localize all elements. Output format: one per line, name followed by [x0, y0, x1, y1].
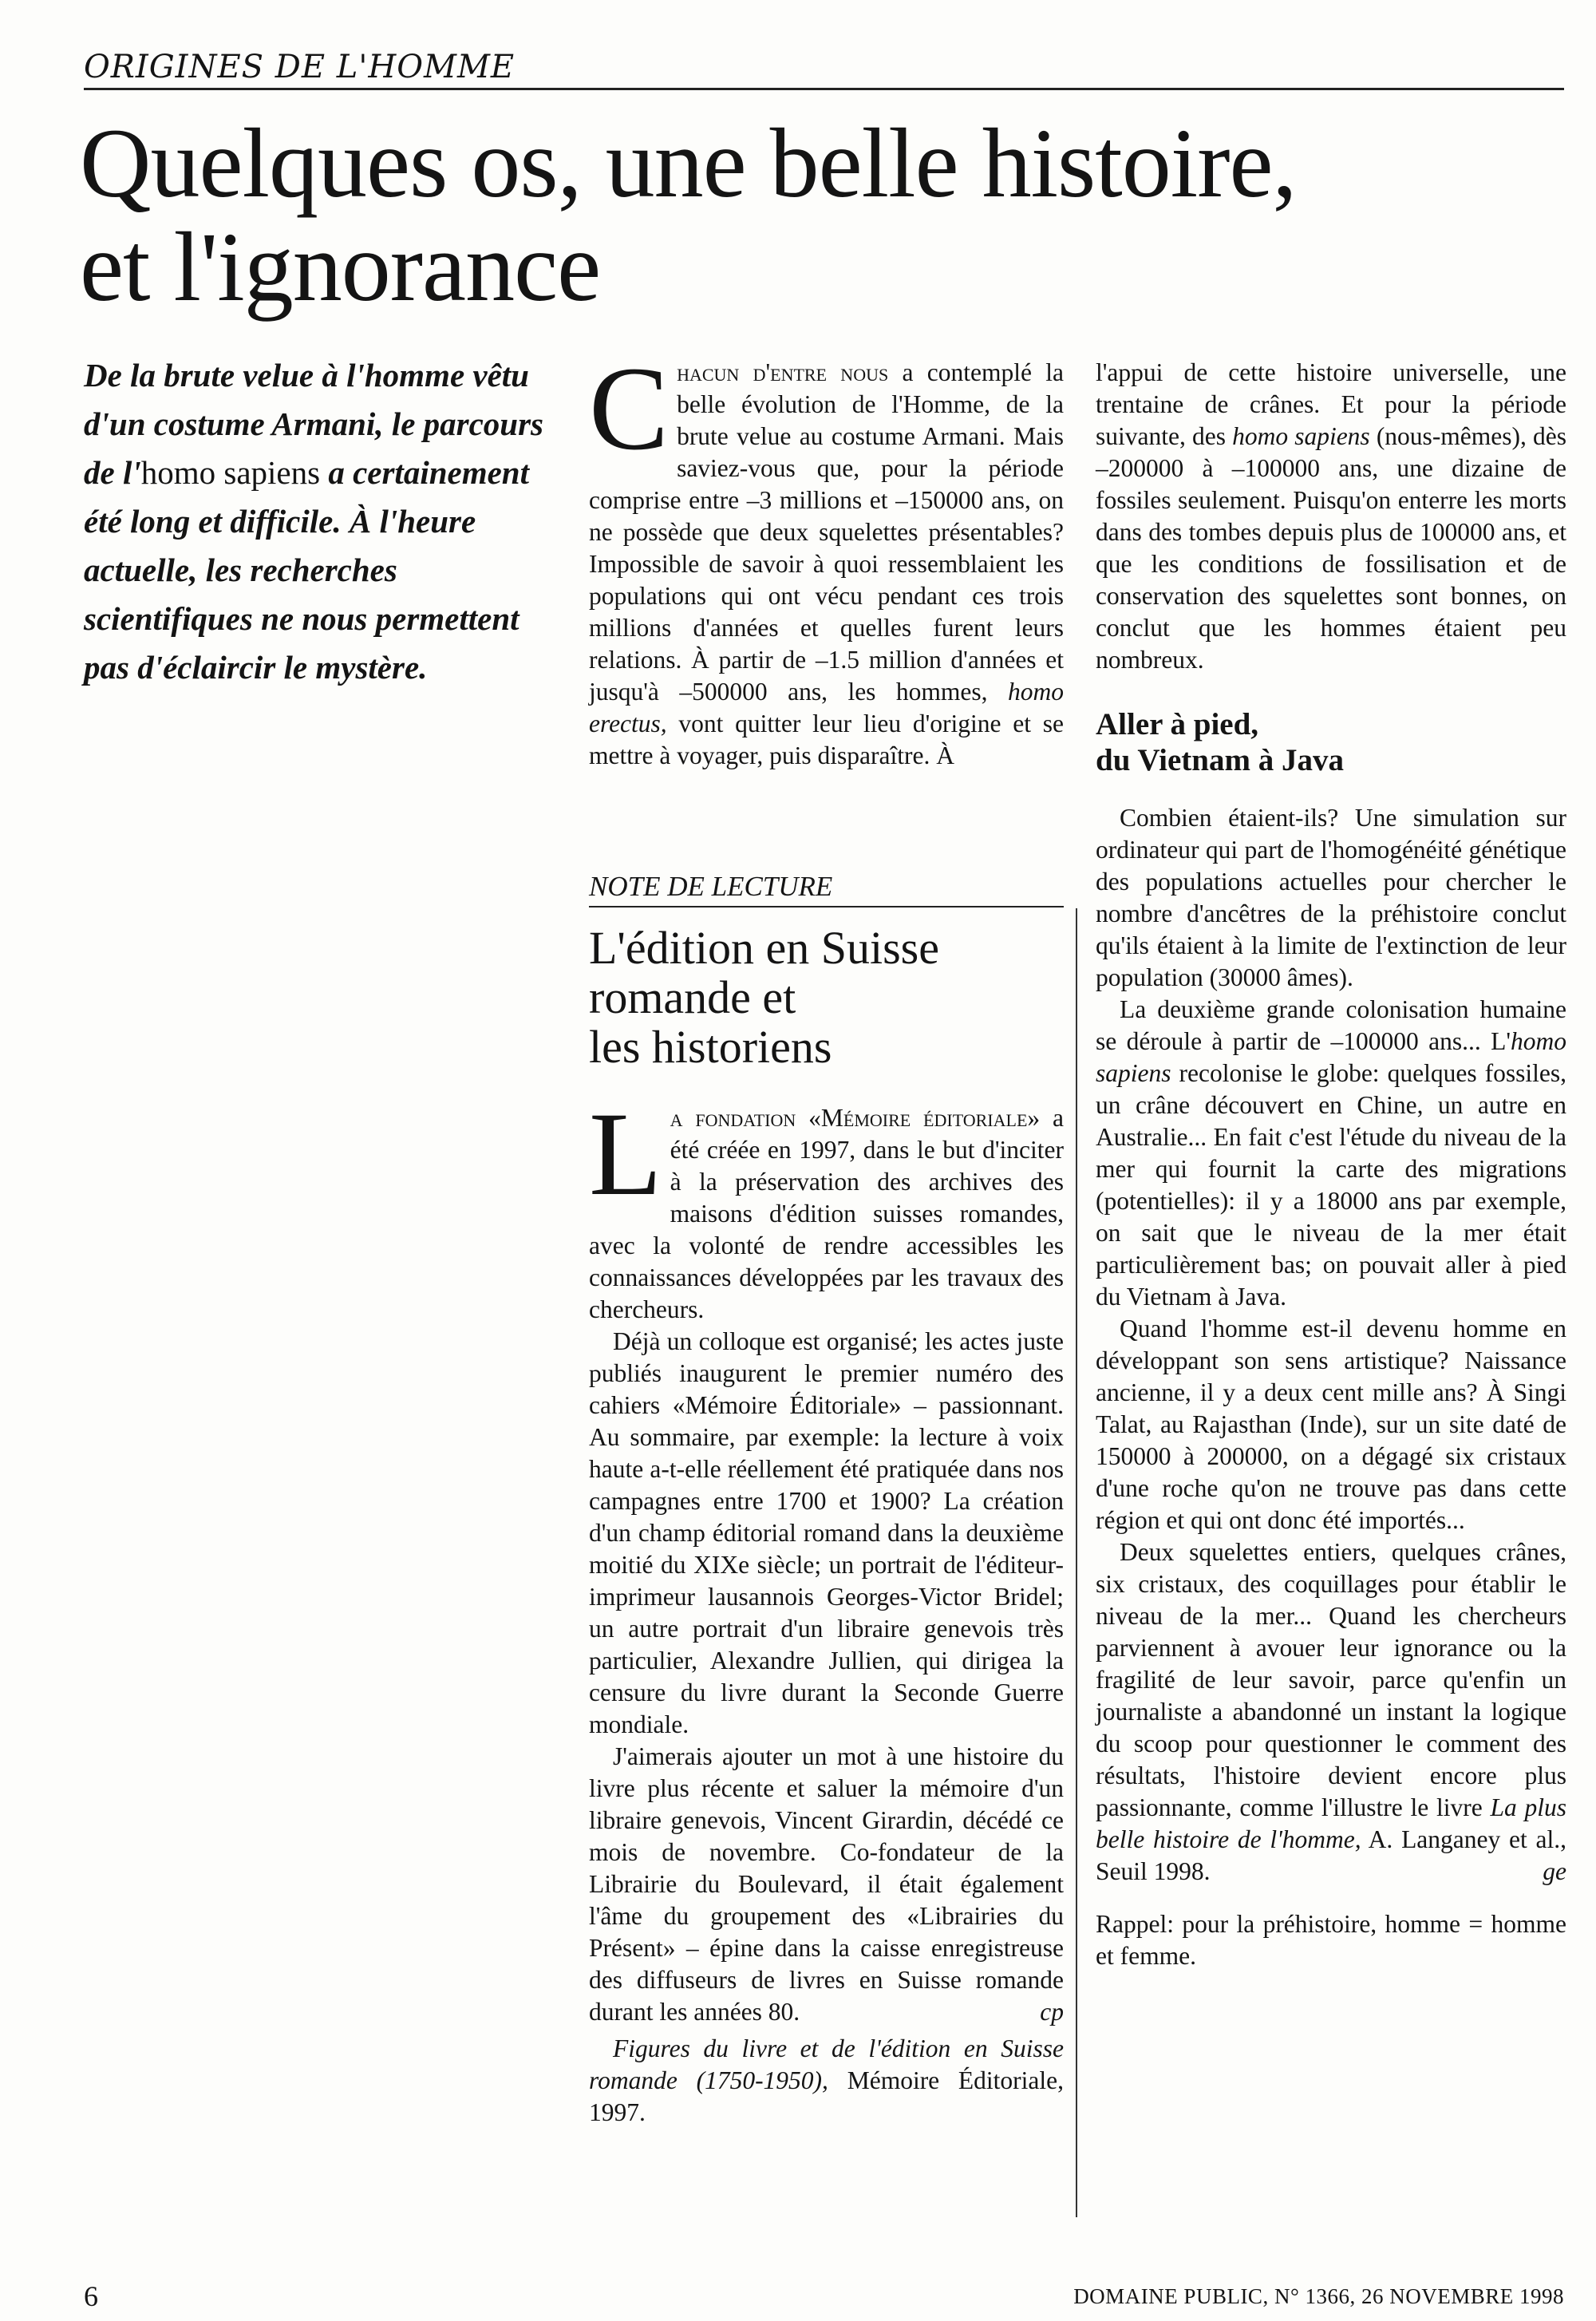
note-title — [589, 923, 1064, 1072]
main-p1-text: a contemplé la belle évolution de l'Homme, de la brute velue au costume Armani. Mais saviez-vous que, pour la période comprise entre –3 millions et –150000 ans, on ne possède que deux squelettes présentables? Impossible de savoir à quoi ressemblaient les populations qui ont vécu pendant ces trois millions d'années et quelles furent leurs relations. À partir de –1.5 million d'années et jusqu'à –500000 ans, les hommes, — [589, 358, 1064, 706]
article-intro — [84, 351, 563, 692]
page-number: 6 — [84, 2280, 98, 2312]
publication-footer: DOMAINE PUBLIC, N° 1366, 26 NOVEMBRE 1998 — [1073, 2284, 1564, 2308]
main-p4-a: La deuxième grande colonisation humaine se déroule à partir de –100000 ans... L' — [1096, 995, 1566, 1055]
main-p2-b: (nous-mêmes), dès –200000 à –100000 ans, une dizaine de fossiles seulement. Puisqu'on enterre les morts dans des tombes depuis plus de 100000 ans, et que les conditions de fossilisation et de conservation des squelettes sont bonnes, on conclut que les hommes étaient peu nombreux. — [1096, 422, 1567, 674]
headline-line-1: Quelques os, une belle histoire, — [80, 109, 1297, 218]
note-ref-italic: Figures du livre et de l'édition en Suisse romande (1750-1950), — [589, 2034, 1064, 2094]
note-p1-text: a été créée en 1997, dans le but d'inciter à la préservation des archives des maisons d'édition suisses romandes, avec la volonté de rendre accessibles les connaissances développées par les travaux des chercheurs. — [589, 1103, 1064, 1323]
reading-note — [589, 872, 1064, 2129]
drop-cap-c: C — [589, 342, 670, 475]
note-paragraph-3 — [589, 1741, 1064, 2028]
section-label: ORIGINES DE L'HOMME — [84, 49, 1564, 90]
main-p4-italic: homo sapiens — [1096, 1027, 1566, 1087]
note-title-line-1: L'édition en Suisse — [589, 921, 939, 974]
main-paragraph-1 — [589, 342, 1064, 772]
main-paragraph-2 — [1096, 357, 1566, 676]
note-title-line-3: les historiens — [589, 1020, 832, 1073]
subheading-line-2: du Vietnam à Java — [1096, 743, 1344, 777]
main-paragraph-4 — [1096, 994, 1566, 1313]
main-p2-a: l'appui de cette histoire universelle, une trentaine de crânes. Et pour la période suivante, des — [1096, 358, 1566, 450]
main-p2-italic: homo sapiens — [1232, 422, 1370, 450]
main-p6-b: A. Langaney et al., Seuil 1998. — [1096, 1825, 1566, 1885]
main-column-2 — [1096, 357, 1566, 1972]
note-kicker: NOTE DE LECTURE — [589, 872, 1064, 907]
note-body — [589, 1087, 1064, 2129]
headline-line-2: et l'ignorance — [80, 212, 601, 322]
note-reference — [589, 2033, 1064, 2129]
main-p6-italic: La plus belle histoire de l'homme, — [1096, 1793, 1566, 1853]
note-paragraph-1 — [589, 1087, 1064, 1326]
rappel-note: Rappel: pour la préhistoire, homme = homme et femme. — [1096, 1910, 1566, 1970]
note-p3-text: J'aimerais ajouter un mot à une histoire du livre plus récente et saluer la mémoire d'un libraire genevois, Vincent Girardin, décédé ce mois de novembre. Co-fondateur de la Librairie du Boulevard, il était également l'âme du groupement des «Librairies du Présent» – épine dans la caisse enregistreuse des diffuseurs de livres en Suisse romande durant les années 80. — [589, 1742, 1064, 2026]
note-signature: cp — [1040, 1997, 1064, 2026]
subheading-line-1: Aller à pied, — [1096, 707, 1259, 741]
intro-part-1: De la brute velue à l'homme vêtu d'un costume Armani, le parcours de l' — [84, 357, 544, 491]
main-paragraph-6 — [1096, 1536, 1566, 1888]
intro-roman: homo sapiens — [140, 454, 321, 491]
lead-small-caps: hacun d'entre nous — [677, 358, 889, 386]
main-paragraph-5: Quand l'homme est-il devenu homme en développant son sens artistique? Naissance ancienne, il y a deux cent mille ans? À Singi Talat, au Rajasthan (Inde), sur un site daté de 150000 à 200000, on a dégagé six cristaux d'une roche qu'on ne trouve pas dans cette région et qui ont donc été importés... — [1096, 1315, 1566, 1534]
main-p1-italic: homo erectus, — [589, 678, 1064, 737]
main-column-1 — [589, 342, 1064, 772]
main-p6-a: Deux squelettes entiers, quelques crânes, six cristaux, des coquillages pour établir le niveau de la mer... Quand les chercheurs parviennent à avouer leur ignorance ou la fragilité de leur savoir, parce qu'enfin un journaliste a abandonné un instant la logique du scoop pour questionner le comment des résultats, l'histoire devient encore plus passionnante, comme l'illustre le livre — [1096, 1538, 1566, 1821]
main-signature: ge — [1543, 1857, 1566, 1885]
note-title-line-2: romande et — [589, 971, 796, 1023]
note-lead-small-caps: a fondation «Mémoire éditoriale» — [670, 1103, 1041, 1132]
main-p1-end: vont quitter leur lieu d'origine et se mettre à voyager, puis disparaître. À — [589, 710, 1064, 769]
drop-cap-l: L — [589, 1087, 662, 1220]
article-headline — [80, 109, 1564, 322]
main-p4-b: recolonise le globe: quelques fossiles, un crâne découvert en Chine, un autre en Australie... En fait c'est l'étude du niveau de la mer qui fournit la carte des migrations (potentielles): il y a 18000 ans par exemple, on sait que le niveau de la mer était particulièrement bas; on pouvait aller à pied du Vietnam à Java. — [1096, 1059, 1566, 1311]
note-paragraph-2: Déjà un colloque est organisé; les actes juste publiés inaugurent le premier numéro des cahiers «Mémoire Éditoriale» – passionnant. Au sommaire, par exemple: la lecture à voix haute a-t-elle réellement été pratiquée dans nos campagnes entre 1700 et 1900? La création d'un champ éditorial romand dans la deuxième moitié du XIXe siècle; un portrait de l'éditeur-imprimeur lausannois Georges-Victor Bridel; un autre portrait d'un libraire genevois très particulier, Alexandre Jullien, qui dirigea la censure du livre durant la Seconde Guerre mondiale. — [589, 1327, 1064, 1738]
intro-part-2: a certainement été long et difficile. À l'heure actuelle, les recherches scientifiques ne nous permettent pas d'éclaircir le mystère. — [84, 454, 529, 686]
main-paragraph-3: Combien étaient-ils? Une simulation sur ordinateur qui part de l'homogénéité génétique des populations actuelles pour chercher le nombre d'ancêtres de la préhistoire conclut qu'ils étaient à la limite de l'extinction de leur population (30000 âmes). — [1096, 804, 1566, 991]
note-ref-roman: Mémoire Éditoriale, 1997. — [589, 2066, 1064, 2126]
column-divider — [1076, 908, 1077, 2217]
subheading — [1096, 706, 1566, 778]
